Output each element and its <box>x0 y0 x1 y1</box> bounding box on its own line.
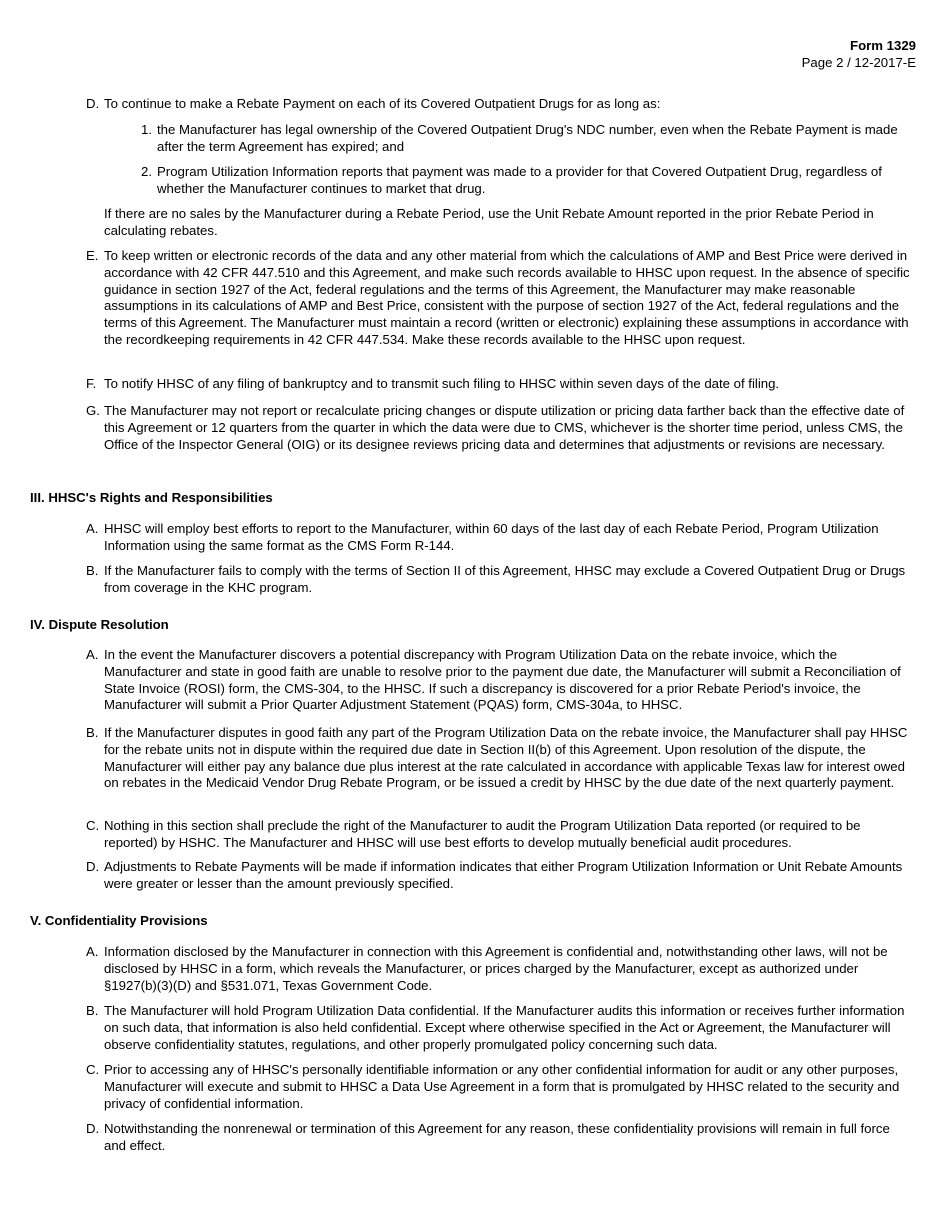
list-item-II-F <box>86 376 914 393</box>
item-marker: 2. <box>141 164 152 179</box>
page-header <box>802 38 916 72</box>
item-marker: A. <box>86 521 99 536</box>
list-item-II-D-2 <box>141 164 913 198</box>
list-item-V-A <box>86 944 914 994</box>
item-text: If the Manufacturer fails to comply with the terms of Section II of this Agreement, HHSC may exclude a Covered Outpatient Drug or Drugs from coverage in the KHC program. <box>104 563 906 595</box>
list-item-V-C <box>86 1062 914 1112</box>
item-text: In the event the Manufacturer discovers a potential discrepancy with Program Utilization Data on the rebate invoice, which the Manufacturer and state in good faith are unable to resolve prior to the payment due date, the Manufacturer will submit a Reconciliation of State Invoice (ROSI) form, the CMS-304, to the HHSC. If such a discrepancy is discovered for a prior Rebate Period's invoice, the Manufacturer will submit a Prior Quarter Adjustment Statement (PQAS) form, CMS-304a, to HHSC. <box>104 647 901 713</box>
list-item-V-D <box>86 1121 914 1155</box>
item-text: Notwithstanding the nonrenewal or termination of this Agreement for any reason, these confidentiality provisions will remain in full force and effect. <box>104 1121 890 1153</box>
item-text: Program Utilization Information reports that payment was made to a provider for that Covered Outpatient Drug, regardless of whether the Manufacturer continues to market that drug. <box>157 164 882 196</box>
item-marker: D. <box>86 1121 100 1136</box>
item-marker: B. <box>86 725 99 740</box>
section-heading-IV: IV. Dispute Resolution <box>30 617 169 632</box>
item-text: The Manufacturer will hold Program Utilization Data confidential. If the Manufacturer audits this information or receives further information on such data, that information is also held confidential. Except where otherwise specified in the Act or Agreement, the Manufacturer will observe confidentiality statutes, regulations, and other properly promulgated policy concerning such data. <box>104 1003 905 1052</box>
list-item-IV-D <box>86 859 914 893</box>
list-item-II-G <box>86 403 914 453</box>
list-item-III-A <box>86 521 914 555</box>
item-marker: A. <box>86 647 99 662</box>
item-marker: F. <box>86 376 97 391</box>
item-marker: G. <box>86 403 100 418</box>
item-marker: B. <box>86 1003 99 1018</box>
list-item-IV-B <box>86 725 914 792</box>
rebate-period-note: If there are no sales by the Manufacturer during a Rebate Period, use the Unit Rebate Amount reported in the prior Rebate Period in calculating rebates. <box>104 206 874 238</box>
item-marker: B. <box>86 563 99 578</box>
item-text: the Manufacturer has legal ownership of the Covered Outpatient Drug's NDC number, even when the Rebate Payment is made after the term Agreement has expired; and <box>157 122 898 154</box>
item-marker: A. <box>86 944 99 959</box>
item-text: HHSC will employ best efforts to report to the Manufacturer, within 60 days of the last day of each Rebate Period, Program Utilization Information using the same format as the CMS Form R-144. <box>104 521 879 553</box>
item-text: Adjustments to Rebate Payments will be made if information indicates that either Program Utilization Information or Unit Rebate Amounts were greater or lesser than the amount previously specified. <box>104 859 903 891</box>
section-heading-V: V. Confidentiality Provisions <box>30 913 208 928</box>
item-text: Nothing in this section shall preclude the right of the Manufacturer to audit the Program Utilization Data reported (or required to be reported) by HSHC. The Manufacturer and HHSC will use best efforts to develop mutually beneficial audit procedures. <box>104 818 861 850</box>
item-text: If the Manufacturer disputes in good faith any part of the Program Utilization Data on the rebate invoice, the Manufacturer shall pay HHSC for the rebate units not in dispute within the required due date in Section II(b) of this Agreement. Upon resolution of the dispute, the Manufacturer will either pay any balance due plus interest at the rate calculated in accordance with applicable Texas law for interest owed on rebates in the Medicaid Vendor Drug Rebate Program, or be issued a credit by HHSC by the due date of the next quarterly payment. <box>104 725 908 791</box>
form-number: Form 1329 <box>850 38 916 53</box>
item-text: To continue to make a Rebate Payment on each of its Covered Outpatient Drugs for as long as: <box>104 96 661 111</box>
list-item-IV-C <box>86 818 914 852</box>
list-item-III-B <box>86 563 914 597</box>
item-marker: D. <box>86 96 100 111</box>
item-text: To notify HHSC of any filing of bankruptcy and to transmit such filing to HHSC within seven days of the date of filing. <box>104 376 780 391</box>
item-marker: C. <box>86 818 100 833</box>
list-item-II-E <box>86 248 914 349</box>
item-text: The Manufacturer may not report or recalculate pricing changes or dispute utilization or pricing data farther back than the effective date of this Agreement or 12 quarters from the quarter in which the data were due to CMS, whichever is the shorter time period, unless CMS, the Office of the Inspector General (OIG) or its designee reviews pricing data and determines that adjustments or revisions are necessary. <box>104 403 905 452</box>
item-marker: C. <box>86 1062 100 1077</box>
page-number: Page 2 / 12-2017-E <box>801 54 916 70</box>
item-text: Prior to accessing any of HHSC's personally identifiable information or any other confidential information for audit or any other purposes, Manufacturer will execute and submit to HHSC a Data Use Agreement in a form that is promulgated by HHSC related to the security and privacy of confidential information. <box>104 1062 900 1111</box>
list-item-II-D <box>86 96 914 113</box>
list-item-V-B <box>86 1003 914 1053</box>
item-marker: D. <box>86 859 100 874</box>
item-marker: E. <box>86 248 99 263</box>
item-marker: 1. <box>141 122 152 137</box>
section-heading-III: III. HHSC's Rights and Responsibilities <box>30 490 273 505</box>
list-item-II-D-1 <box>141 122 913 156</box>
item-text: Information disclosed by the Manufacturer in connection with this Agreement is confidential and, notwithstanding other laws, will not be disclosed by HHSC in a form, which reveals the Manufacturer, or prices charged by the Manufacturer, except as authorized under §1927(b)(3)(D) and §531.071, Texas Government Code. <box>104 944 888 993</box>
item-text: To keep written or electronic records of the data and any other material from which the calculations of AMP and Best Price were derived in accordance with 42 CFR 447.510 and this Agreement, and make such records available to HHSC upon request. In the absence of specific guidance in section 1927 of the Act, federal regulations and the terms of this Agreement, the Manufacturer may make reasonable assumptions in its calculations of AMP and Best Price, consistent with the purpose of section 1927 of the Act, federal regulations and the terms of this Agreement. The Manufacturer must maintain a record (written or electronic) explaining these assumptions in accordance with the recordkeeping requirements in 42 CFR 447.534. Make these records available to the HHSC upon request. <box>104 248 910 347</box>
list-item-IV-A <box>86 647 914 714</box>
